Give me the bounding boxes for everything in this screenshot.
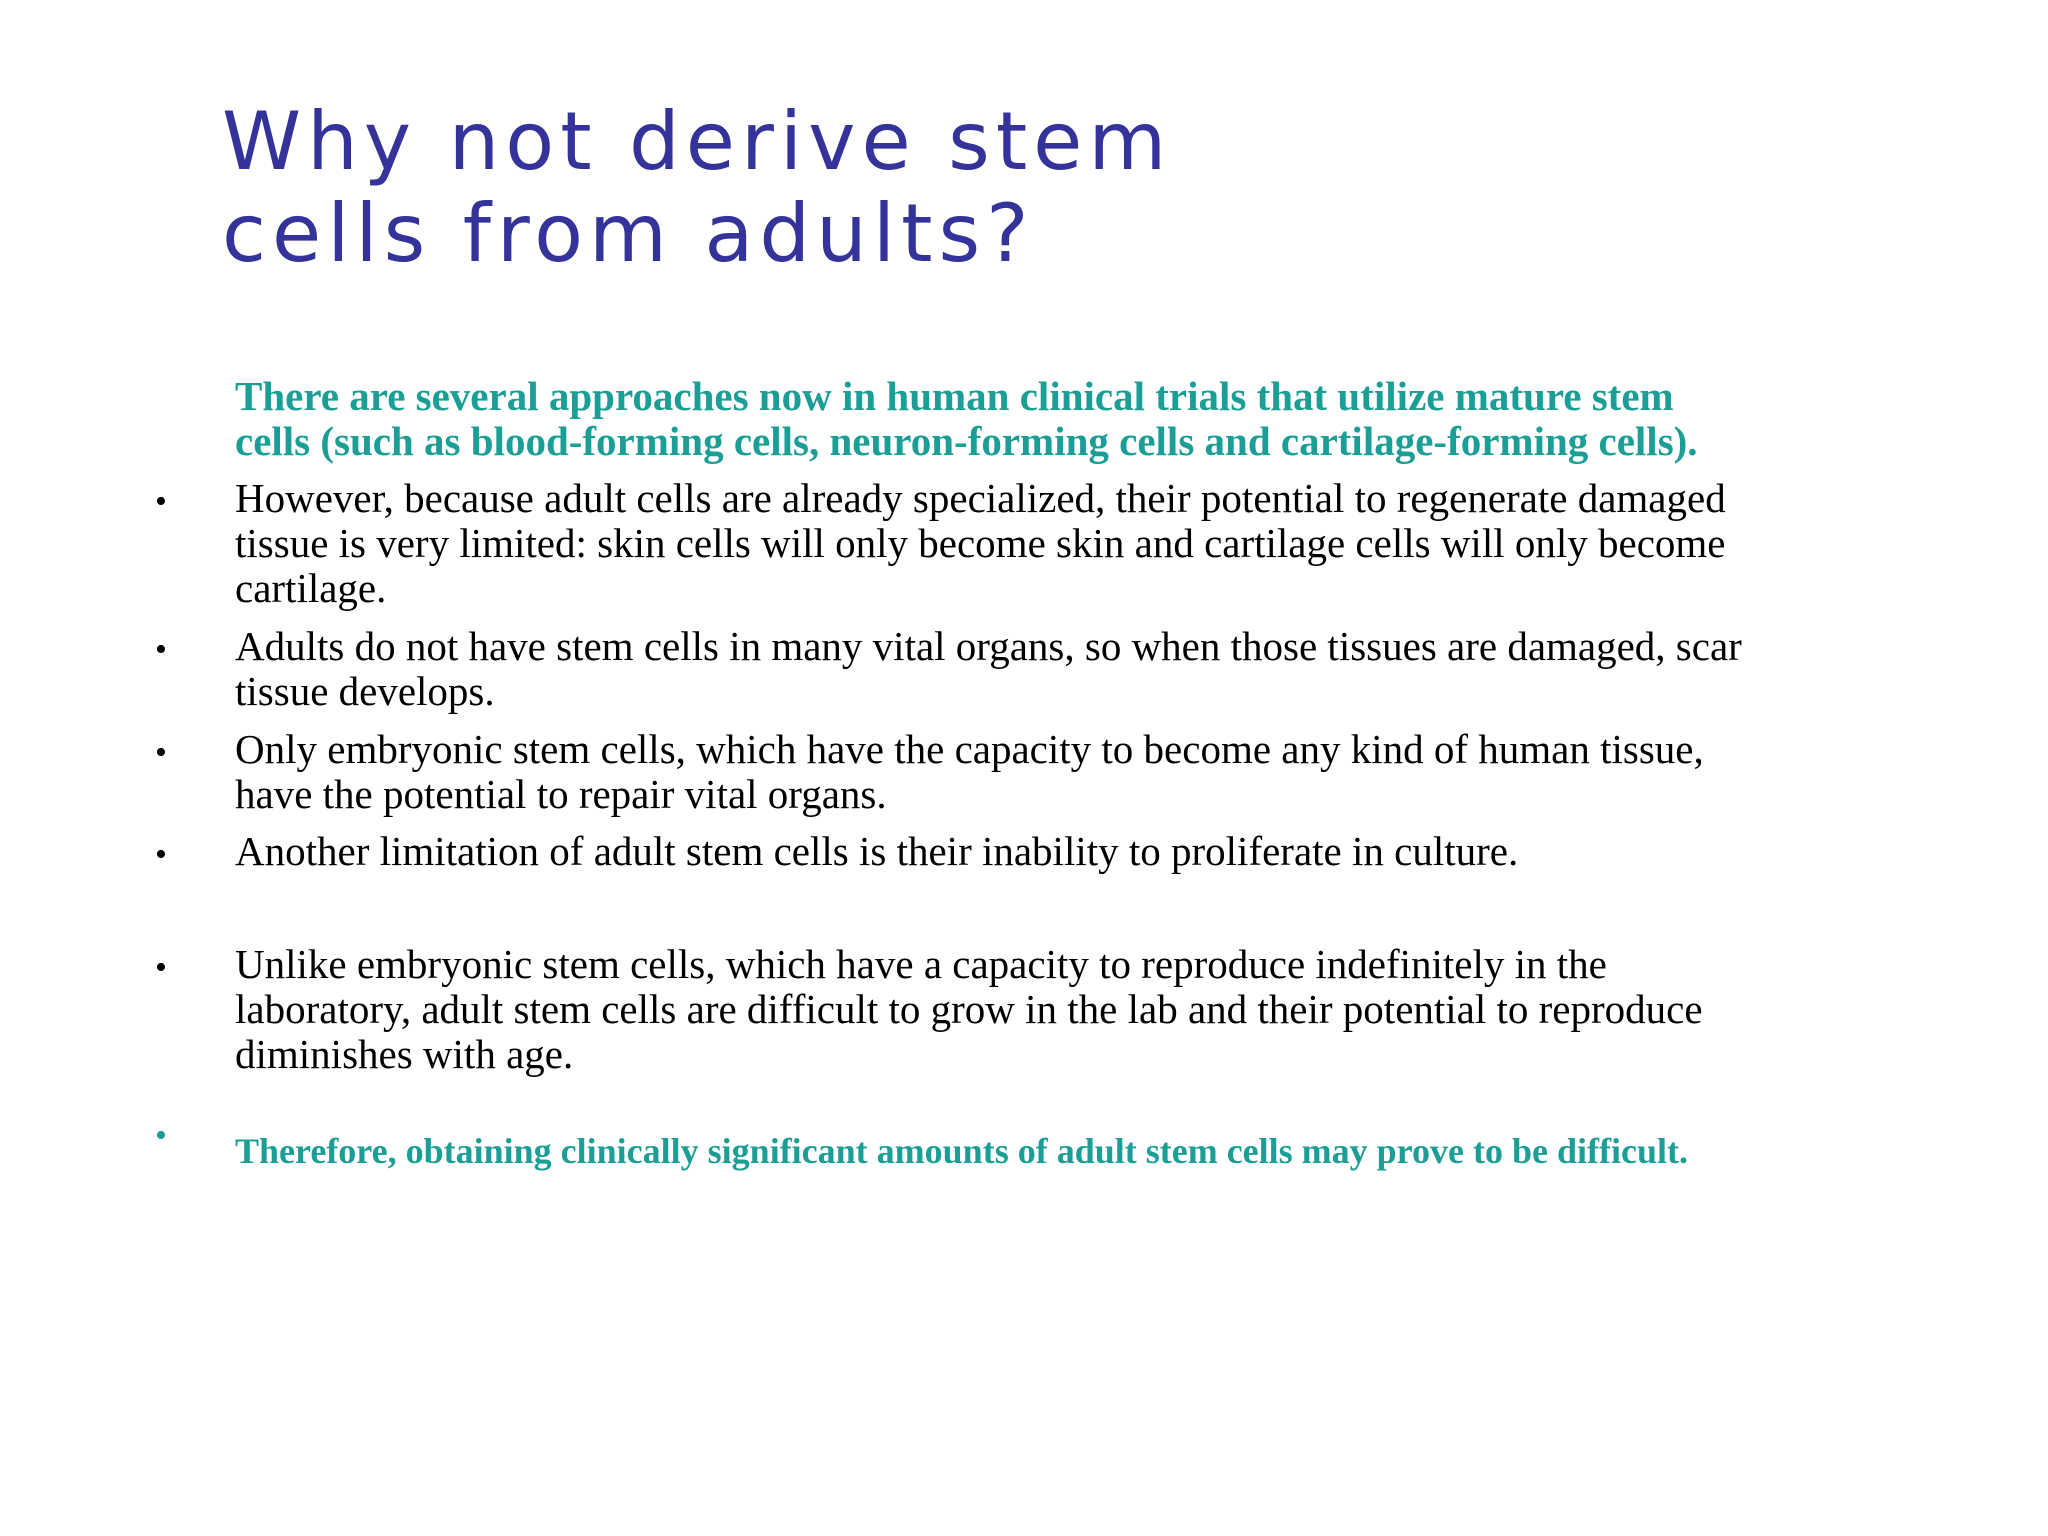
- bullet-line: Only embryonic stem cells, which have the capacity to become any kind of human tissue,: [235, 726, 1704, 772]
- slide-title-line: cells from adults?: [222, 187, 1035, 280]
- bullet-point-vital-organs: [235, 624, 1935, 714]
- bullet-line: Another limitation of adult stem cells is their inability to proliferate in culture.: [235, 828, 1519, 874]
- bullet-line: have the potential to repair vital organs.: [235, 771, 887, 817]
- bullet-marker: •: [155, 734, 167, 771]
- bullet-marker: •: [155, 631, 167, 668]
- intro-line: cells (such as blood-forming cells, neuron-forming cells and cartilage-forming cells).: [235, 418, 1698, 464]
- bullet-line: However, because adult cells are already specialized, their potential to regenerate damaged: [235, 475, 1726, 521]
- slide-title-line: Why not derive stem: [222, 95, 1173, 188]
- bullet-marker: •: [155, 483, 167, 520]
- bullet-line: Unlike embryonic stem cells, which have a capacity to reproduce indefinitely in the: [235, 941, 1607, 987]
- bullet-point-specialized: [235, 476, 1935, 611]
- bullet-point-proliferate: [235, 829, 1935, 874]
- bullet-point-reproduce: [235, 942, 1935, 1077]
- bullet-marker: •: [155, 949, 167, 986]
- bullet-marker: •: [155, 836, 167, 873]
- bullet-line: tissue is very limited: skin cells will only become skin and cartilage cells will only become: [235, 520, 1726, 566]
- bullet-marker: •: [155, 1117, 167, 1154]
- conclusion-line: Therefore, obtaining clinically significant amounts of adult stem cells may prove to be difficult.: [235, 1131, 1688, 1171]
- bullet-line: cartilage.: [235, 565, 387, 611]
- bullet-line: Adults do not have stem cells in many vital organs, so when those tissues are damaged, scar: [235, 623, 1742, 669]
- bullet-line: laboratory, adult stem cells are difficult to grow in the lab and their potential to reproduce: [235, 986, 1703, 1032]
- conclusion-text: [235, 1129, 1935, 1174]
- bullet-line: tissue develops.: [235, 668, 495, 714]
- bullet-line: diminishes with age.: [235, 1031, 574, 1077]
- bullet-point-embryonic: [235, 727, 1935, 817]
- intro-paragraph: [235, 374, 1935, 464]
- intro-line: There are several approaches now in human clinical trials that utilize mature stem: [235, 373, 1674, 419]
